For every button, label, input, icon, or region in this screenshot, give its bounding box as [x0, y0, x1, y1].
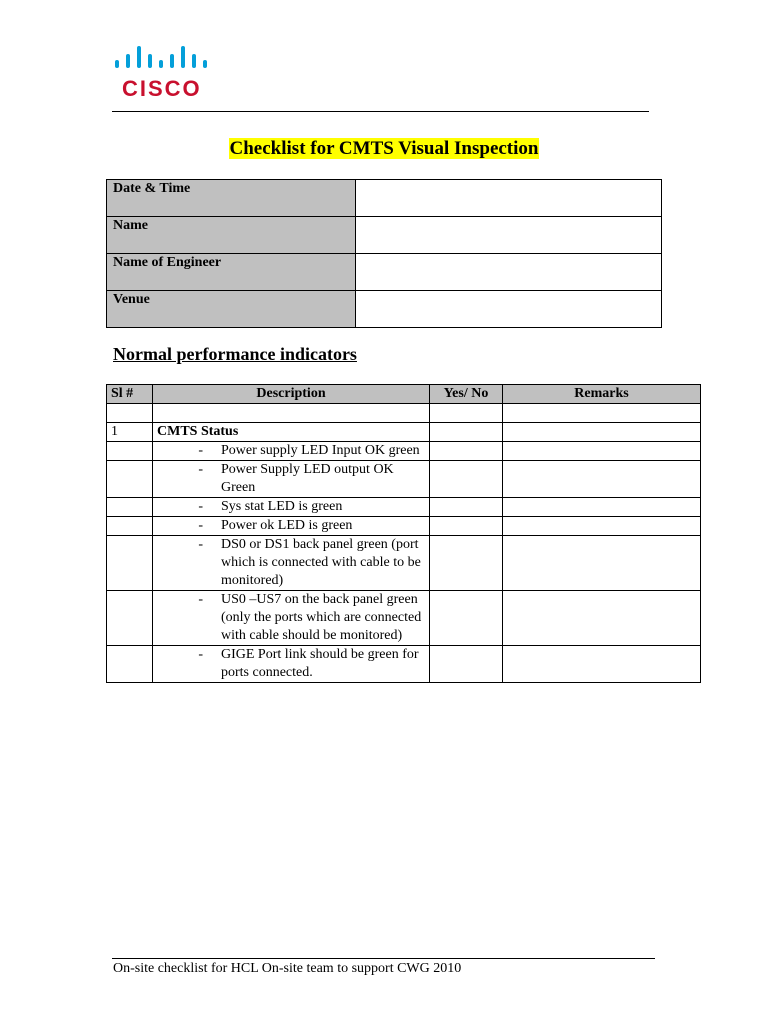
footer-text: On-site checklist for HCL On-site team to support CWG 2010 [113, 961, 462, 976]
cell-sl [107, 536, 153, 591]
cell-yes-no[interactable] [430, 646, 503, 683]
cell-remarks[interactable] [503, 646, 701, 683]
performance-table [106, 384, 701, 683]
cell-description [153, 498, 430, 517]
table-row [107, 461, 701, 498]
dash-marker: - [198, 462, 203, 477]
info-row [107, 217, 662, 254]
table-row-blank [107, 404, 701, 423]
cell-description [153, 517, 430, 536]
cell-yes-no[interactable] [430, 442, 503, 461]
cell-yes-no[interactable] [430, 461, 503, 498]
logo-bar [115, 60, 119, 68]
header-description: Description [153, 385, 430, 404]
logo-bar [203, 60, 207, 68]
item-text: Power ok LED is green [221, 518, 353, 533]
table-row [107, 498, 701, 517]
dash-marker: - [198, 518, 203, 533]
item-text: Power supply LED Input OK green [221, 443, 420, 458]
item-text: GIGE Port link should be green for ports connected. [221, 647, 419, 680]
logo-bar [137, 46, 141, 68]
table-row [107, 442, 701, 461]
table-row [107, 517, 701, 536]
cell-sl: 1 [107, 423, 153, 442]
logo-bar [181, 46, 185, 68]
dash-marker: - [198, 592, 203, 607]
cell-remarks[interactable] [503, 517, 701, 536]
cell-remarks[interactable] [503, 498, 701, 517]
logo-bar [170, 54, 174, 68]
cell-description [153, 646, 430, 683]
header-sl: Sl # [107, 385, 153, 404]
cell-remarks[interactable] [503, 461, 701, 498]
cisco-logo [113, 42, 223, 101]
cell-sl [107, 498, 153, 517]
section-heading: Normal performance indicators [113, 344, 357, 364]
cell-blank [107, 404, 153, 423]
header-remarks: Remarks [503, 385, 701, 404]
cell-yes-no[interactable] [430, 498, 503, 517]
footer-rule [112, 958, 655, 959]
dash-marker: - [198, 499, 203, 514]
cisco-wordmark: CISCO [122, 76, 202, 101]
dash-marker: - [198, 537, 203, 552]
cell-yes-no[interactable] [430, 591, 503, 646]
info-value[interactable] [356, 254, 662, 291]
cell-yes-no[interactable] [430, 536, 503, 591]
info-label: Venue [107, 291, 356, 328]
info-label: Name [107, 217, 356, 254]
cell-yes-no[interactable] [430, 423, 503, 442]
cell-sl [107, 591, 153, 646]
info-value[interactable] [356, 291, 662, 328]
info-value[interactable] [356, 180, 662, 217]
item-text: Sys stat LED is green [221, 499, 343, 514]
info-label: Name of Engineer [107, 254, 356, 291]
table-row [107, 536, 701, 591]
document-title: Checklist for CMTS Visual Inspection [229, 138, 539, 159]
info-row [107, 180, 662, 217]
cell-sl [107, 442, 153, 461]
logo-bar [148, 54, 152, 68]
cell-remarks[interactable] [503, 442, 701, 461]
cell-description [153, 442, 430, 461]
logo-bar [192, 54, 196, 68]
cell-category: CMTS Status [153, 423, 430, 442]
item-text: DS0 or DS1 back panel green (port which is connected with cable to be monitored) [221, 537, 421, 588]
cell-sl [107, 517, 153, 536]
item-text: US0 –US7 on the back panel green (only the ports which are connected with cable should be monitored) [221, 592, 422, 643]
info-table [106, 179, 662, 328]
dash-marker: - [198, 443, 203, 458]
cell-remarks[interactable] [503, 536, 701, 591]
logo-bar [159, 60, 163, 68]
document-title-wrap [0, 138, 768, 160]
cisco-bridge-icon [113, 42, 213, 74]
cell-description [153, 536, 430, 591]
dash-marker: - [198, 647, 203, 662]
cell-description [153, 591, 430, 646]
logo-bar [126, 54, 130, 68]
cell-sl [107, 461, 153, 498]
info-value[interactable] [356, 217, 662, 254]
table-row [107, 646, 701, 683]
cell-description [153, 461, 430, 498]
table-header-row [107, 385, 701, 404]
cell-yes-no[interactable] [430, 517, 503, 536]
header-yes-no: Yes/ No [430, 385, 503, 404]
item-text: Power Supply LED output OK Green [221, 462, 394, 495]
table-row-category [107, 423, 701, 442]
info-row [107, 254, 662, 291]
info-label: Date & Time [107, 180, 356, 217]
cell-blank [153, 404, 430, 423]
cell-sl [107, 646, 153, 683]
table-row [107, 591, 701, 646]
cell-remarks[interactable] [503, 591, 701, 646]
cell-blank [503, 404, 701, 423]
info-row [107, 291, 662, 328]
cell-remarks[interactable] [503, 423, 701, 442]
cell-blank [430, 404, 503, 423]
header-rule [112, 111, 649, 112]
